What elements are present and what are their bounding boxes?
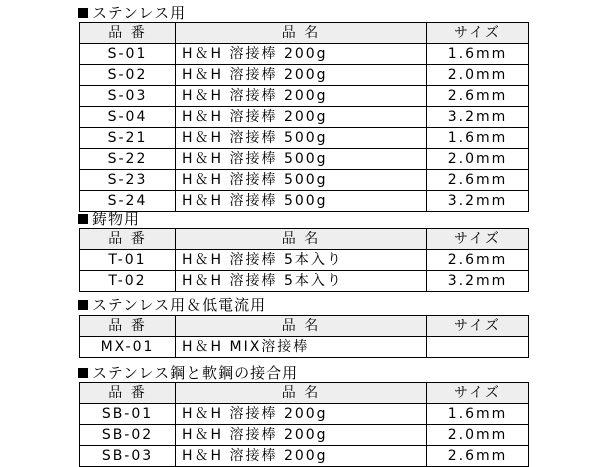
cell-code: SB-01 <box>80 404 176 425</box>
cell-size: 2.0mm <box>427 65 529 86</box>
square-bullet-icon <box>78 214 88 224</box>
cell-size: 3.2mm <box>427 191 529 212</box>
table-row <box>80 337 529 358</box>
table-row <box>80 128 529 149</box>
table-row <box>80 86 529 107</box>
header-name: 品 名 <box>176 229 427 250</box>
section-title-text: ステンレス用＆低電流用 <box>92 296 267 314</box>
table-row <box>80 404 529 425</box>
cell-name: H＆H 溶接棒 500g <box>176 149 427 170</box>
cell-name: H＆H 溶接棒 200g <box>176 425 427 446</box>
cell-size <box>427 337 529 358</box>
cell-code: S-04 <box>80 107 176 128</box>
square-bullet-icon <box>78 8 88 18</box>
cell-size: 2.0mm <box>427 149 529 170</box>
cell-size: 2.6mm <box>427 446 529 467</box>
cell-code: SB-03 <box>80 446 176 467</box>
square-bullet-icon <box>78 368 88 378</box>
header-name: 品 名 <box>176 316 427 337</box>
cell-size: 3.2mm <box>427 107 529 128</box>
cell-code: S-23 <box>80 170 176 191</box>
header-size: サイズ <box>427 383 529 404</box>
cell-code: SB-02 <box>80 425 176 446</box>
table-header-row <box>80 23 529 44</box>
table-row <box>80 44 529 65</box>
cell-name: H＆H 溶接棒 200g <box>176 404 427 425</box>
cell-size: 1.6mm <box>427 128 529 149</box>
section-title-text: ステンレス鋼と軟鋼の接合用 <box>92 364 299 382</box>
table-header-row <box>80 316 529 337</box>
section-title-joining <box>78 364 298 382</box>
stainless-table <box>79 22 529 212</box>
cell-size: 2.6mm <box>427 86 529 107</box>
cell-code: S-03 <box>80 86 176 107</box>
joining-table <box>79 382 529 467</box>
cell-code: S-24 <box>80 191 176 212</box>
cell-code: S-22 <box>80 149 176 170</box>
section-title-low-current <box>78 296 266 314</box>
cell-name: H＆H 溶接棒 200g <box>176 107 427 128</box>
header-code: 品 番 <box>80 316 176 337</box>
table-row <box>80 149 529 170</box>
cell-code: MX-01 <box>80 337 176 358</box>
cell-name: H＆H MIX溶接棒 <box>176 337 427 358</box>
cell-code: T-01 <box>80 250 176 271</box>
table-row <box>80 250 529 271</box>
cell-name: H＆H 溶接棒 500g <box>176 128 427 149</box>
section-title-stainless <box>78 4 186 22</box>
cell-size: 2.6mm <box>427 170 529 191</box>
cell-name: H＆H 溶接棒 5本入り <box>176 250 427 271</box>
square-bullet-icon <box>78 300 88 310</box>
section-title-casting <box>78 210 140 228</box>
table-row <box>80 271 529 292</box>
table-header-row <box>80 383 529 404</box>
header-size: サイズ <box>427 316 529 337</box>
header-size: サイズ <box>427 229 529 250</box>
cell-code: S-01 <box>80 44 176 65</box>
table-row <box>80 65 529 86</box>
cell-name: H＆H 溶接棒 200g <box>176 446 427 467</box>
header-code: 品 番 <box>80 229 176 250</box>
casting-table <box>79 228 529 292</box>
cell-size: 2.6mm <box>427 250 529 271</box>
cell-name: H＆H 溶接棒 500g <box>176 191 427 212</box>
cell-size: 2.0mm <box>427 425 529 446</box>
section-title-text: ステンレス用 <box>92 4 187 22</box>
section-title-text: 鋳物用 <box>92 210 141 228</box>
table-row <box>80 107 529 128</box>
cell-size: 1.6mm <box>427 44 529 65</box>
header-code: 品 番 <box>80 383 176 404</box>
cell-name: H＆H 溶接棒 200g <box>176 44 427 65</box>
cell-size: 1.6mm <box>427 404 529 425</box>
table-row <box>80 170 529 191</box>
table-row <box>80 446 529 467</box>
table-row <box>80 425 529 446</box>
table-row <box>80 191 529 212</box>
header-name: 品 名 <box>176 383 427 404</box>
cell-code: T-02 <box>80 271 176 292</box>
cell-name: H＆H 溶接棒 200g <box>176 65 427 86</box>
header-size: サイズ <box>427 23 529 44</box>
cell-name: H＆H 溶接棒 200g <box>176 86 427 107</box>
header-name: 品 名 <box>176 23 427 44</box>
cell-name: H＆H 溶接棒 5本入り <box>176 271 427 292</box>
cell-code: S-21 <box>80 128 176 149</box>
cell-size: 3.2mm <box>427 271 529 292</box>
cell-name: H＆H 溶接棒 500g <box>176 170 427 191</box>
cell-code: S-02 <box>80 65 176 86</box>
header-code: 品 番 <box>80 23 176 44</box>
table-header-row <box>80 229 529 250</box>
low-current-table <box>79 315 529 358</box>
